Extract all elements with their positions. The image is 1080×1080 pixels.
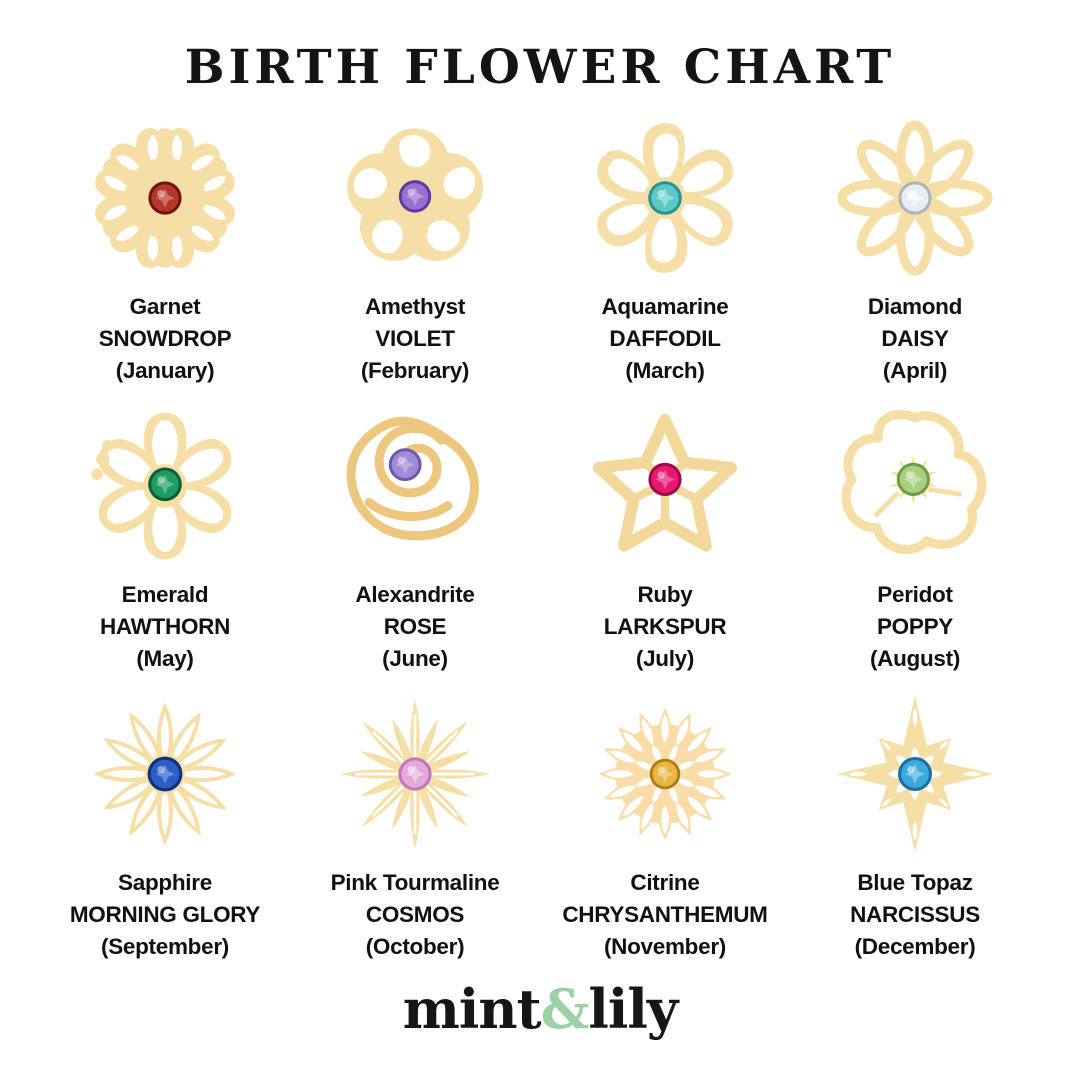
birth-month: (August) — [869, 646, 961, 671]
birth-month: (March) — [625, 358, 705, 383]
snowdrop-flower-icon — [82, 115, 248, 281]
citrine-gem-icon — [650, 759, 681, 790]
morning-glory-flower-icon — [82, 691, 248, 857]
flower-name: NARCISSUS — [850, 902, 980, 927]
birth-month: (May) — [136, 646, 194, 671]
gemstone-name: Citrine — [630, 870, 700, 895]
sapphire-gem-icon — [148, 757, 183, 792]
flower-card-cosmos — [290, 689, 540, 963]
page-title: BIRTH FLOWER CHART — [184, 40, 896, 95]
larkspur-flower-icon — [582, 403, 748, 569]
aquamarine-gem-icon — [648, 181, 682, 215]
daffodil-flower-icon — [581, 114, 749, 282]
birth-month: (July) — [635, 646, 695, 671]
birth-month: (September) — [101, 934, 229, 959]
flower-name: VIOLET — [375, 326, 455, 351]
blue-topaz-gem-icon — [898, 757, 932, 791]
pink-tourmaline-gem-icon — [398, 757, 431, 790]
flower-name: DAISY — [881, 326, 949, 351]
diamond-gem-icon — [898, 181, 931, 214]
flower-name: LARKSPUR — [603, 614, 727, 639]
flower-name: ROSE — [383, 614, 447, 639]
flower-card-poppy — [790, 401, 1040, 675]
gemstone-name: Sapphire — [118, 870, 212, 895]
rose-flower-icon — [333, 404, 497, 568]
ruby-gem-icon — [648, 463, 681, 496]
birth-month: (April) — [882, 358, 948, 383]
flower-grid — [0, 113, 1080, 963]
flower-card-chrysanthemum — [540, 689, 790, 963]
violet-flower-icon — [334, 117, 496, 279]
flower-name: POPPY — [876, 614, 953, 639]
gemstone-name: Ruby — [637, 582, 693, 607]
flower-name: COSMOS — [365, 902, 465, 927]
flower-card-hawthorn — [40, 401, 290, 675]
gemstone-name: Diamond — [867, 294, 963, 319]
flower-card-narcissus — [790, 689, 1040, 963]
flower-card-violet — [290, 113, 540, 387]
flower-name: HAWTHORN — [99, 614, 231, 639]
brand-part-lily: lily — [588, 977, 678, 1041]
flower-card-snowdrop — [40, 113, 290, 387]
flower-name: MORNING GLORY — [69, 902, 261, 927]
brand-ampersand: & — [540, 977, 589, 1041]
poppy-flower-icon — [832, 403, 998, 569]
gemstone-name: Amethyst — [364, 294, 466, 319]
gemstone-name: Blue Topaz — [857, 870, 973, 895]
birth-month: (February) — [360, 358, 470, 383]
flower-card-morning-glory — [40, 689, 290, 963]
flower-card-rose — [290, 401, 540, 675]
flower-card-larkspur — [540, 401, 790, 675]
cosmos-flower-icon — [332, 691, 498, 857]
flower-card-daffodil — [540, 113, 790, 387]
gemstone-name: Emerald — [121, 582, 209, 607]
amethyst-gem-icon — [399, 180, 431, 212]
flower-name: CHRYSANTHEMUM — [562, 902, 768, 927]
birth-month: (June) — [382, 646, 448, 671]
birth-month: (November) — [603, 934, 726, 959]
flower-card-daisy — [790, 113, 1040, 387]
peridot-gem-icon — [897, 463, 930, 496]
emerald-gem-icon — [148, 468, 182, 502]
flower-name: DAFFODIL — [609, 326, 721, 351]
narcissus-flower-icon — [830, 689, 1000, 859]
birth-month: (December) — [854, 934, 976, 959]
birth-month: (January) — [115, 358, 215, 383]
hawthorn-flower-icon — [81, 402, 249, 570]
gemstone-name: Garnet — [129, 294, 201, 319]
gemstone-name: Peridot — [877, 582, 953, 607]
brand-logo — [0, 977, 1080, 1041]
gemstone-name: Pink Tourmaline — [330, 870, 500, 895]
chrysanthemum-flower-icon — [582, 691, 748, 857]
gemstone-name: Aquamarine — [601, 294, 729, 319]
flower-name: SNOWDROP — [98, 326, 232, 351]
birth-month: (October) — [365, 934, 465, 959]
brand-part-mint: mint — [402, 977, 541, 1041]
daisy-flower-icon — [832, 115, 998, 281]
garnet-gem-icon — [148, 181, 181, 214]
alexandrite-gem-icon — [389, 448, 422, 481]
gemstone-name: Alexandrite — [355, 582, 475, 607]
